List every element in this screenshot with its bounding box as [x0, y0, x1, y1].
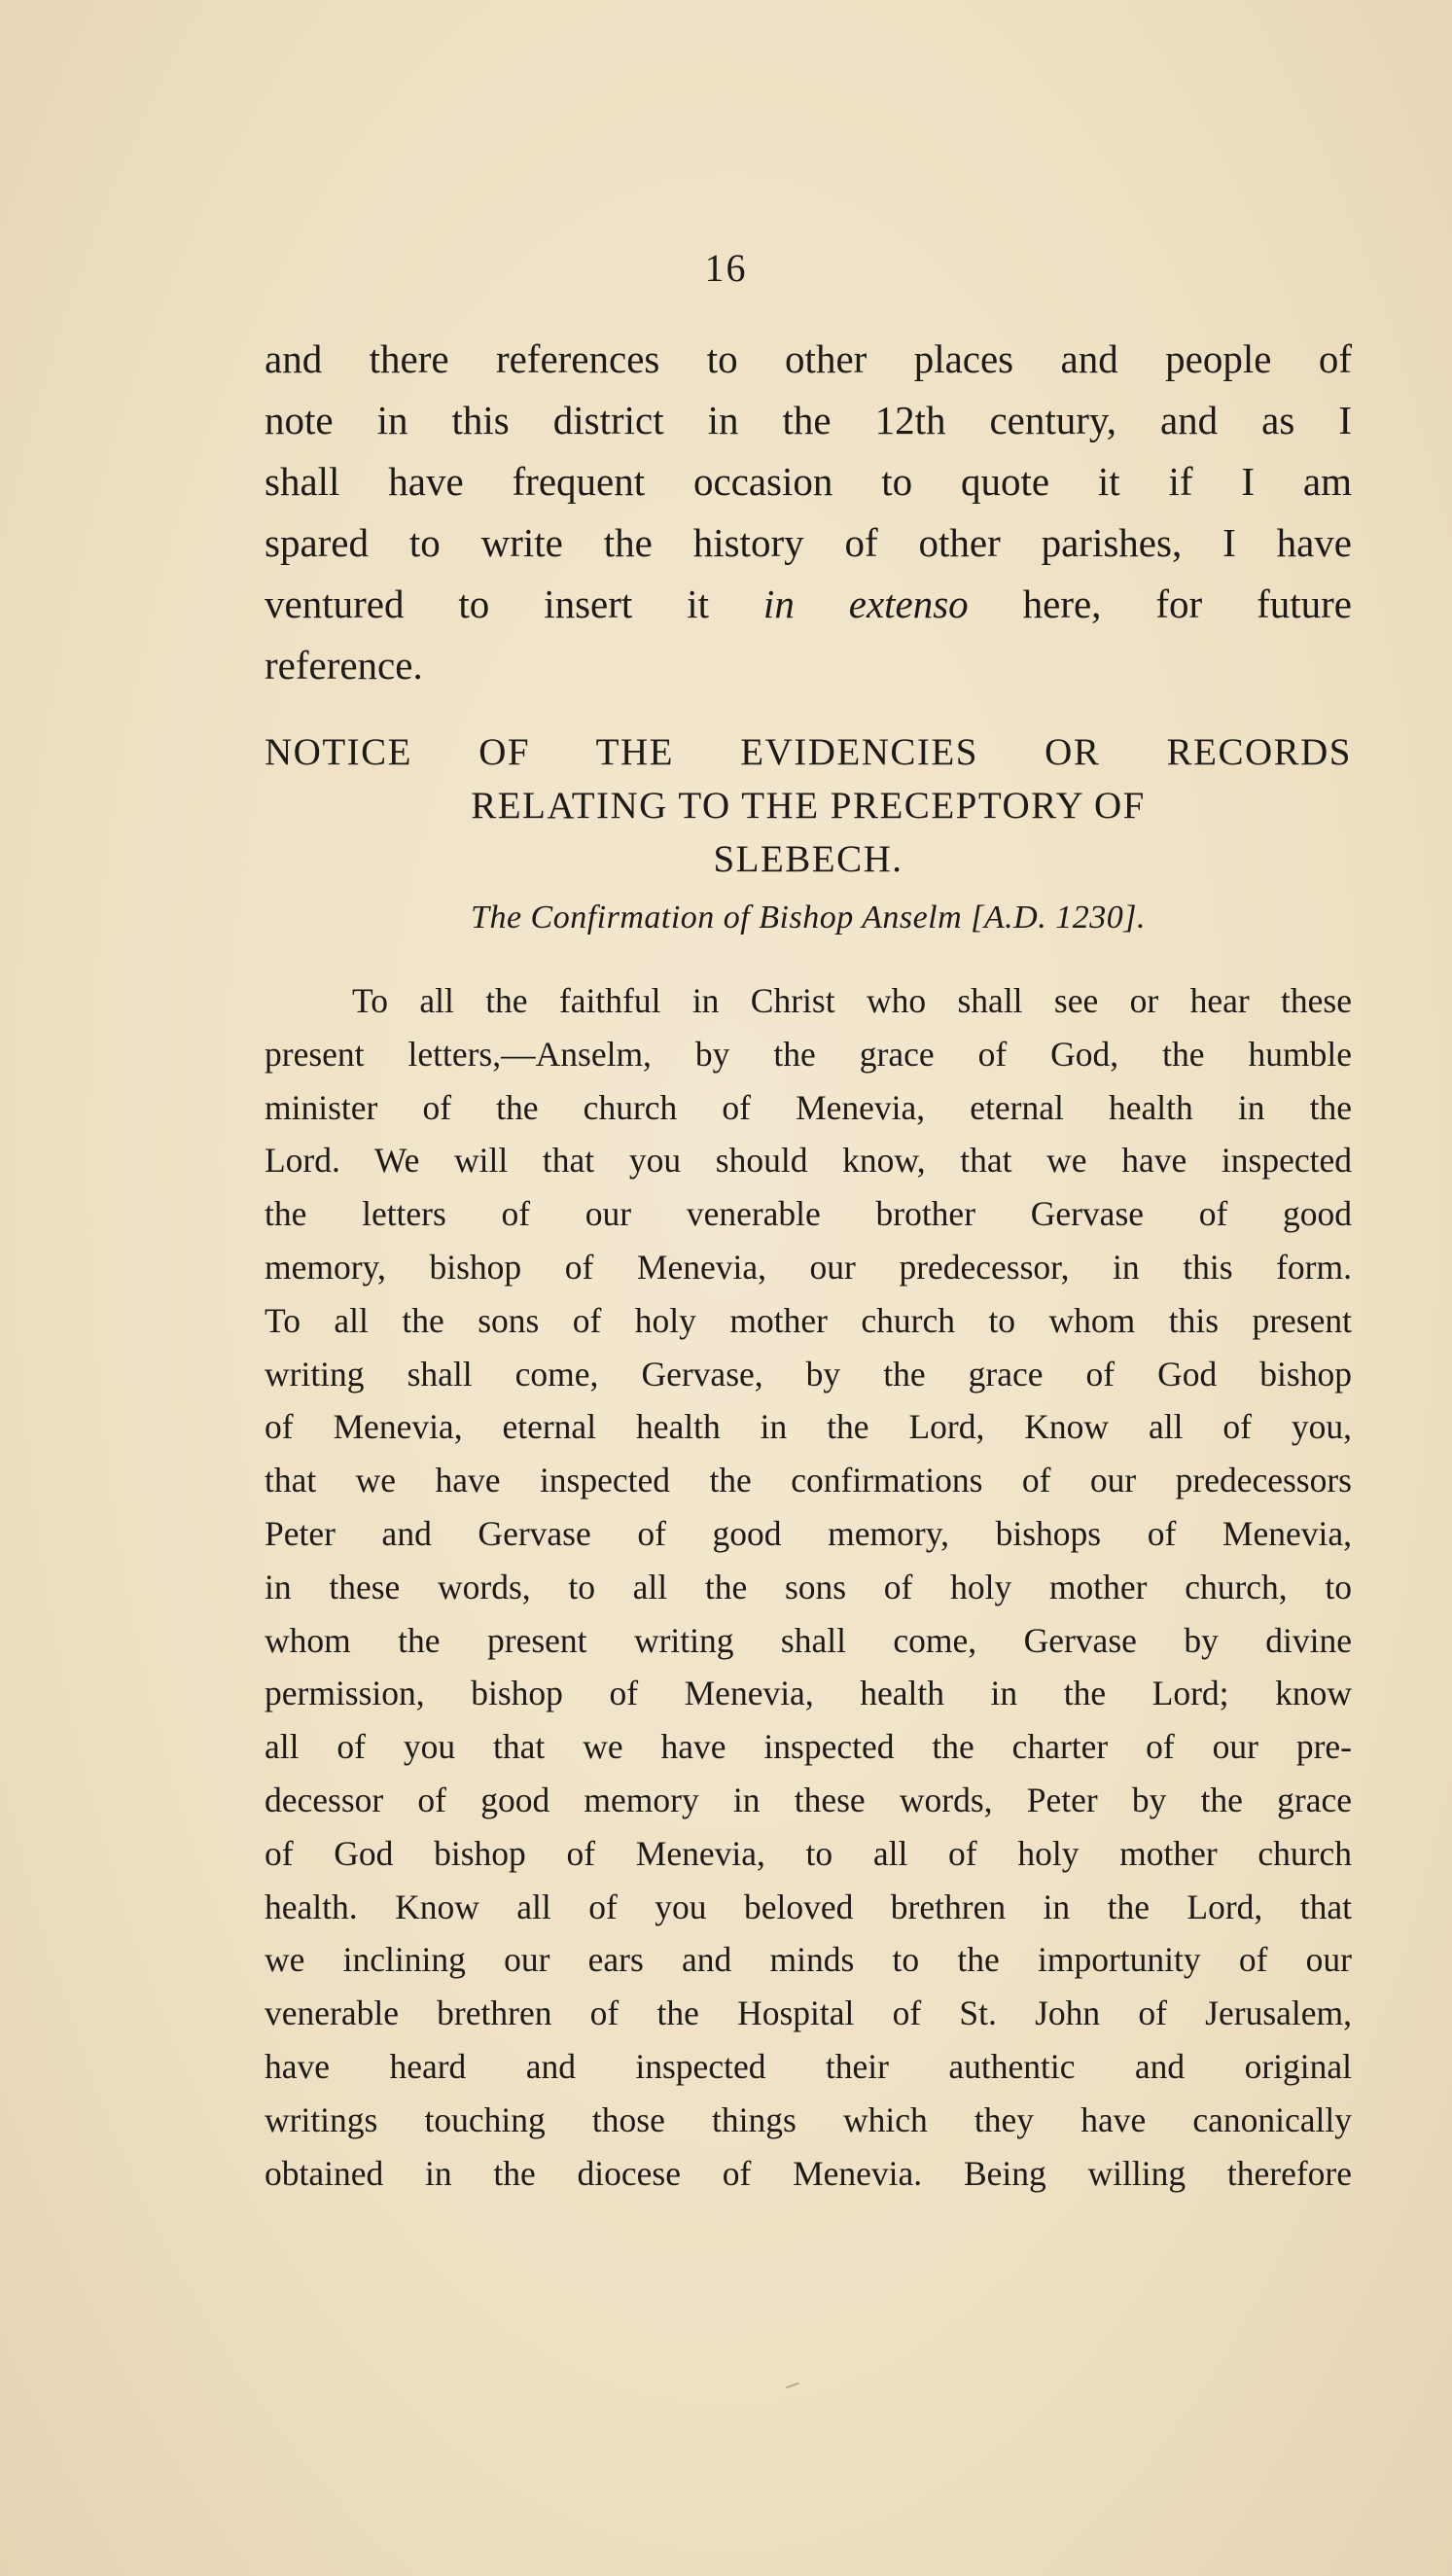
body-line: obtained in the diocese of Menevia. Being willing therefore — [265, 2153, 1352, 2193]
body-line: have heard and inspected their authentic and original — [265, 2046, 1352, 2086]
body-line: present letters,—Anselm, by the grace of God, the humble — [265, 1034, 1352, 1074]
subheading: The Confirmation of Bishop Anselm [A.D. 1230]. — [471, 900, 1146, 935]
body-line: writings touching those things which they have canonically — [265, 2100, 1352, 2139]
intro-line-start: ventured to insert it — [265, 582, 763, 626]
paper-speck — [786, 2382, 799, 2389]
body-line: permission, bishop of Menevia, health in the Lord; know — [265, 1674, 1352, 1713]
intro-line — [265, 574, 1352, 635]
page-number: 16 — [704, 246, 748, 290]
intro-line: reference. — [265, 643, 423, 688]
intro-paragraph — [265, 329, 1352, 696]
body-line: memory, bishop of Menevia, our predecessor, in this form. — [265, 1247, 1352, 1287]
body-line: Peter and Gervase of good memory, bishops of Menevia, — [265, 1513, 1352, 1553]
body-line: minister of the church of Menevia, eternal health in the — [265, 1087, 1352, 1127]
body-line: we inclining our ears and minds to the importunity of our — [265, 1940, 1352, 1980]
heading-line: SLEBECH. — [713, 838, 903, 880]
body-line: venerable brethren of the Hospital of St. John of Jerusalem, — [265, 1994, 1352, 2033]
body-line: of God bishop of Menevia, to all of holy mother church — [265, 1833, 1352, 1873]
body-paragraph — [265, 974, 1352, 2200]
section-heading — [265, 725, 1352, 886]
intro-line-end: here, for future — [968, 582, 1352, 626]
body-line: that we have inspected the confirmations of our predecessors — [265, 1461, 1352, 1500]
body-line: whom the present writing shall come, Gervase by divine — [265, 1620, 1352, 1660]
body-line: decessor of good memory in these words, Peter by the grace — [265, 1780, 1352, 1819]
body-line: health. Know all of you beloved brethren in the Lord, that — [265, 1887, 1352, 1926]
intro-line: shall have frequent occasion to quote it if I am — [265, 459, 1352, 504]
heading-line: NOTICE OF THE EVIDENCIES OR RECORDS — [265, 731, 1352, 773]
body-line: Lord. We will that you should know, that we have inspected — [265, 1141, 1352, 1181]
heading-line: RELATING TO THE PRECEPTORY OF — [471, 785, 1146, 827]
body-line: writing shall come, Gervase, by the grace of God bishop — [265, 1354, 1352, 1394]
intro-line: and there references to other places and people of — [265, 336, 1352, 381]
body-line: To all the sons of holy mother church to whom this present — [265, 1300, 1352, 1340]
intro-line: note in this district in the 12th century, and as I — [265, 398, 1352, 442]
italic-phrase: in extenso — [762, 582, 969, 626]
body-line: the letters of our venerable brother Gervase of good — [265, 1194, 1352, 1234]
intro-line: spared to write the history of other parishes, I have — [265, 520, 1352, 565]
body-line: To all the faithful in Christ who shall see or hear these — [352, 981, 1352, 1020]
body-line: in these words, to all the sons of holy mother church, to — [265, 1567, 1352, 1606]
body-line: of Menevia, eternal health in the Lord, Know all of you, — [265, 1407, 1352, 1447]
body-line: all of you that we have inspected the charter of our pre- — [265, 1727, 1352, 1767]
